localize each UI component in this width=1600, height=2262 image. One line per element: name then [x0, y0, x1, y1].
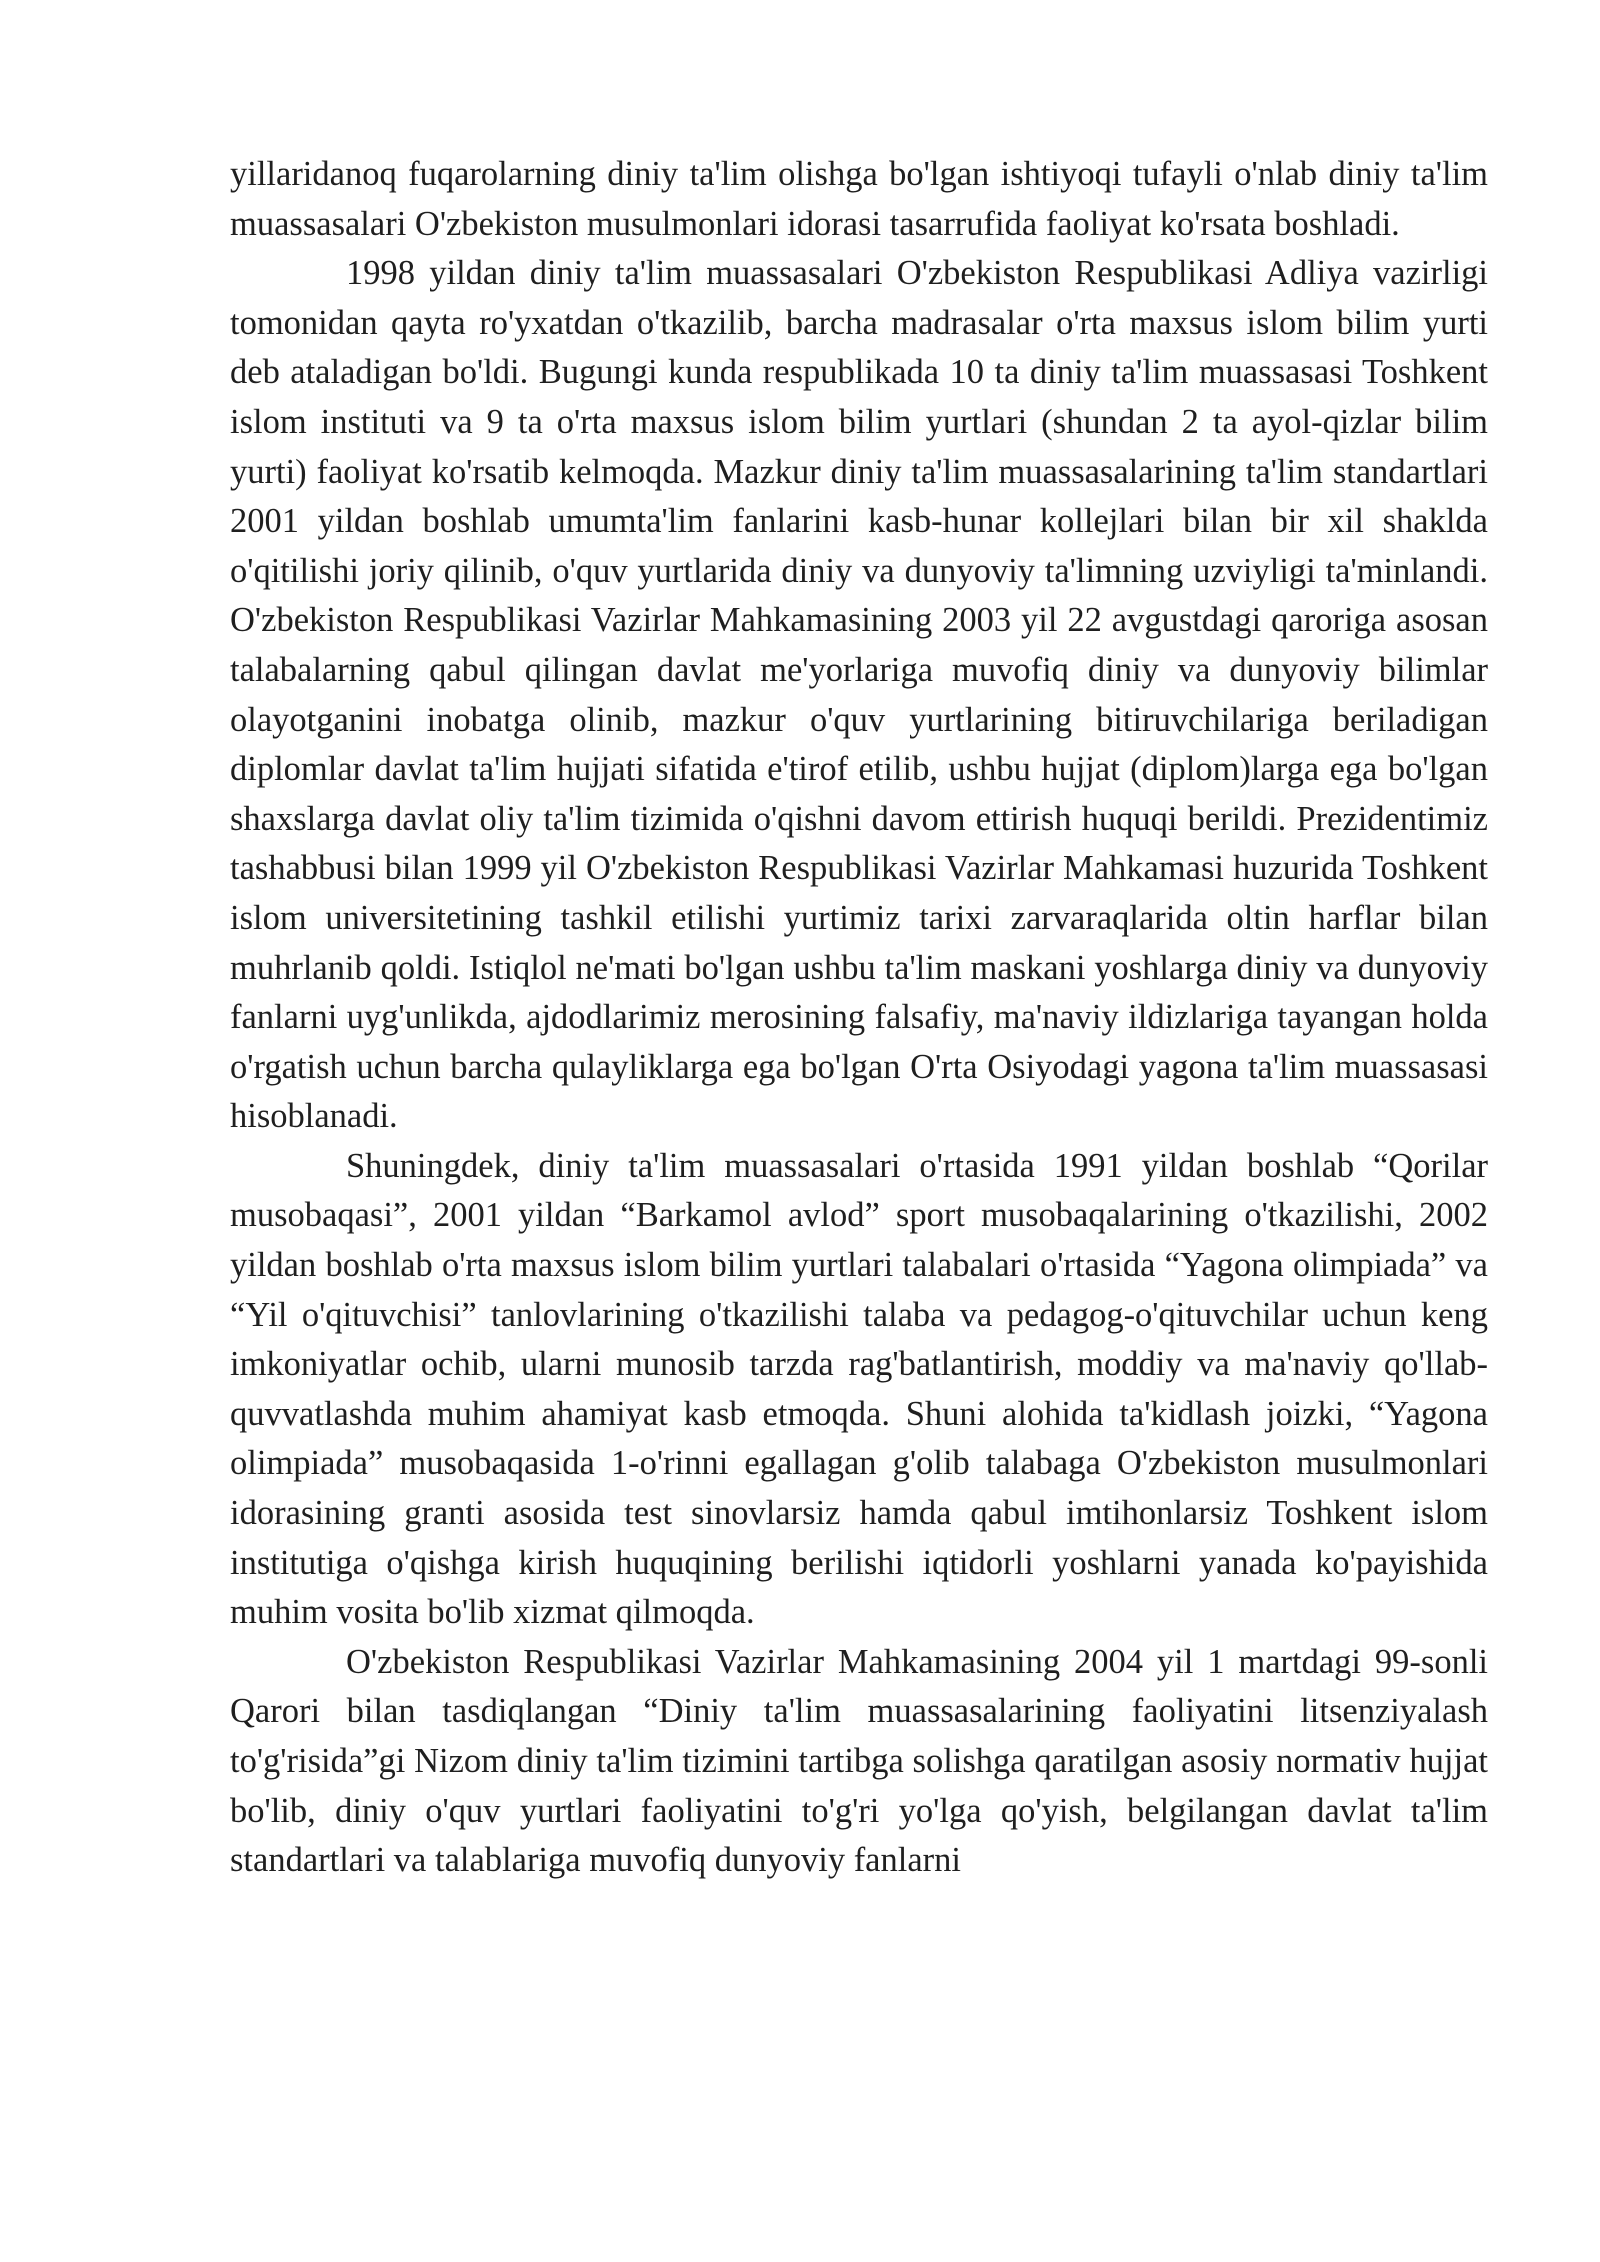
paragraph-competitions: Shuningdek, diniy ta'lim muassasalari o'rtasida 1991 yildan boshlab “Qorilar musobaqasi”, 2001 yildan “Barkamol avlod” sport musobaqalarining o'tkazilishi, 2002 yildan boshlab o'rta maxsus islom bilim yurtlari talabalari o'rtasida “Yagona olimpiada” va “Yil o'qituvchisi” tanlovlarining o'tkazilishi talaba va pedagog-o'qituvchilar uchun keng imkoniyatlar ochib, ularni munosib tarzda rag'batlantirish, moddiy va ma'naviy qo'llab-quvvatlashda muhim ahamiyat kasb etmoqda. Shuni alohida ta'kidlash joizki, “Yagona olimpiada” musobaqasida 1-o'rinni egallagan g'olib talabaga O'zbekiston musulmonlari idorasining granti asosida test sinovlarsiz hamda qabul imtihonlarsiz Toshkent islom institutiga o'qishga kirish huquqining berilishi iqtidorli yoshlarni yanada ko'payishida muhim vosita bo'lib xizmat qilmoqda. [230, 1146, 1488, 1632]
paragraph-continuation: yillaridanoq fuqarolarning diniy ta'lim olishga bo'lgan ishtiyoqi tufayli o'nlab diniy ta'lim muassasalari O'zbekiston musulmonlari idorasi tasarrufida faoliyat ko'rsata boshladi. [230, 155, 1488, 243]
paragraph-licensing-regulation: O'zbekiston Respublikasi Vazirlar Mahkamasining 2004 yil 1 martdagi 99-sonli Qarori bilan tasdiqlangan “Diniy ta'lim muassasalarining faoliyatini litsenziyalash to'g'risida”gi Nizom diniy ta'lim tizimini tartibga solishga qaratilgan asosiy normativ hujjat bo'lib, diniy o'quv yurtlari faoliyatini to'g'ri yo'lga qo'yish, belgilangan davlat ta'lim standartlari va talablariga muvofiq dunyoviy fanlarni [230, 1642, 1488, 1880]
document-body [230, 150, 1488, 1886]
paragraph-1998-registration: 1998 yildan diniy ta'lim muassasalari O'zbekiston Respublikasi Adliya vazirligi tomonidan qayta ro'yxatdan o'tkazilib, barcha madrasalar o'rta maxsus islom bilim yurti deb ataladigan bo'ldi. Bugungi kunda respublikada 10 ta diniy ta'lim muassasasi Toshkent islom instituti va 9 ta o'rta maxsus islom bilim yurtlari (shundan 2 ta ayol-qizlar bilim yurti) faoliyat ko'rsatib kelmoqda. Mazkur diniy ta'lim muassasalarining ta'lim standartlari 2001 yildan boshlab umumta'lim fanlarini kasb-hunar kollejlari bilan bir xil shaklda o'qitilishi joriy qilinib, o'quv yurtlarida diniy va dunyoviy ta'limning uzviyligi ta'minlandi. O'zbekiston Respublikasi Vazirlar Mahkamasining 2003 yil 22 avgustdagi qaroriga asosan talabalarning qabul qilingan davlat me'yorlariga muvofiq diniy va dunyoviy bilimlar olayotganini inobatga olinib, mazkur o'quv yurtlarining bitiruvchilariga beriladigan diplomlar davlat ta'lim hujjati sifatida e'tirof etilib, ushbu hujjat (diplom)larga ega bo'lgan shaxslarga davlat oliy ta'lim tizimida o'qishni davom ettirish huquqi berildi. Prezidentimiz tashabbusi bilan 1999 yil O'zbekiston Respublikasi Vazirlar Mahkamasi huzurida Toshkent islom universitetining tashkil etilishi yurtimiz tarixi zarvaraqlarida oltin harflar bilan muhrlanib qoldi. Istiqlol ne'mati bo'lgan ushbu ta'lim maskani yoshlarga diniy va dunyoviy fanlarni uyg'unlikda, ajdodlarimiz merosining falsafiy, ma'naviy ildizlariga tayangan holda o'rgatish uchun barcha qulayliklarga ega bo'lgan O'rta Osiyodagi yagona ta'lim muassasasi hisoblanadi. [230, 254, 1488, 1136]
